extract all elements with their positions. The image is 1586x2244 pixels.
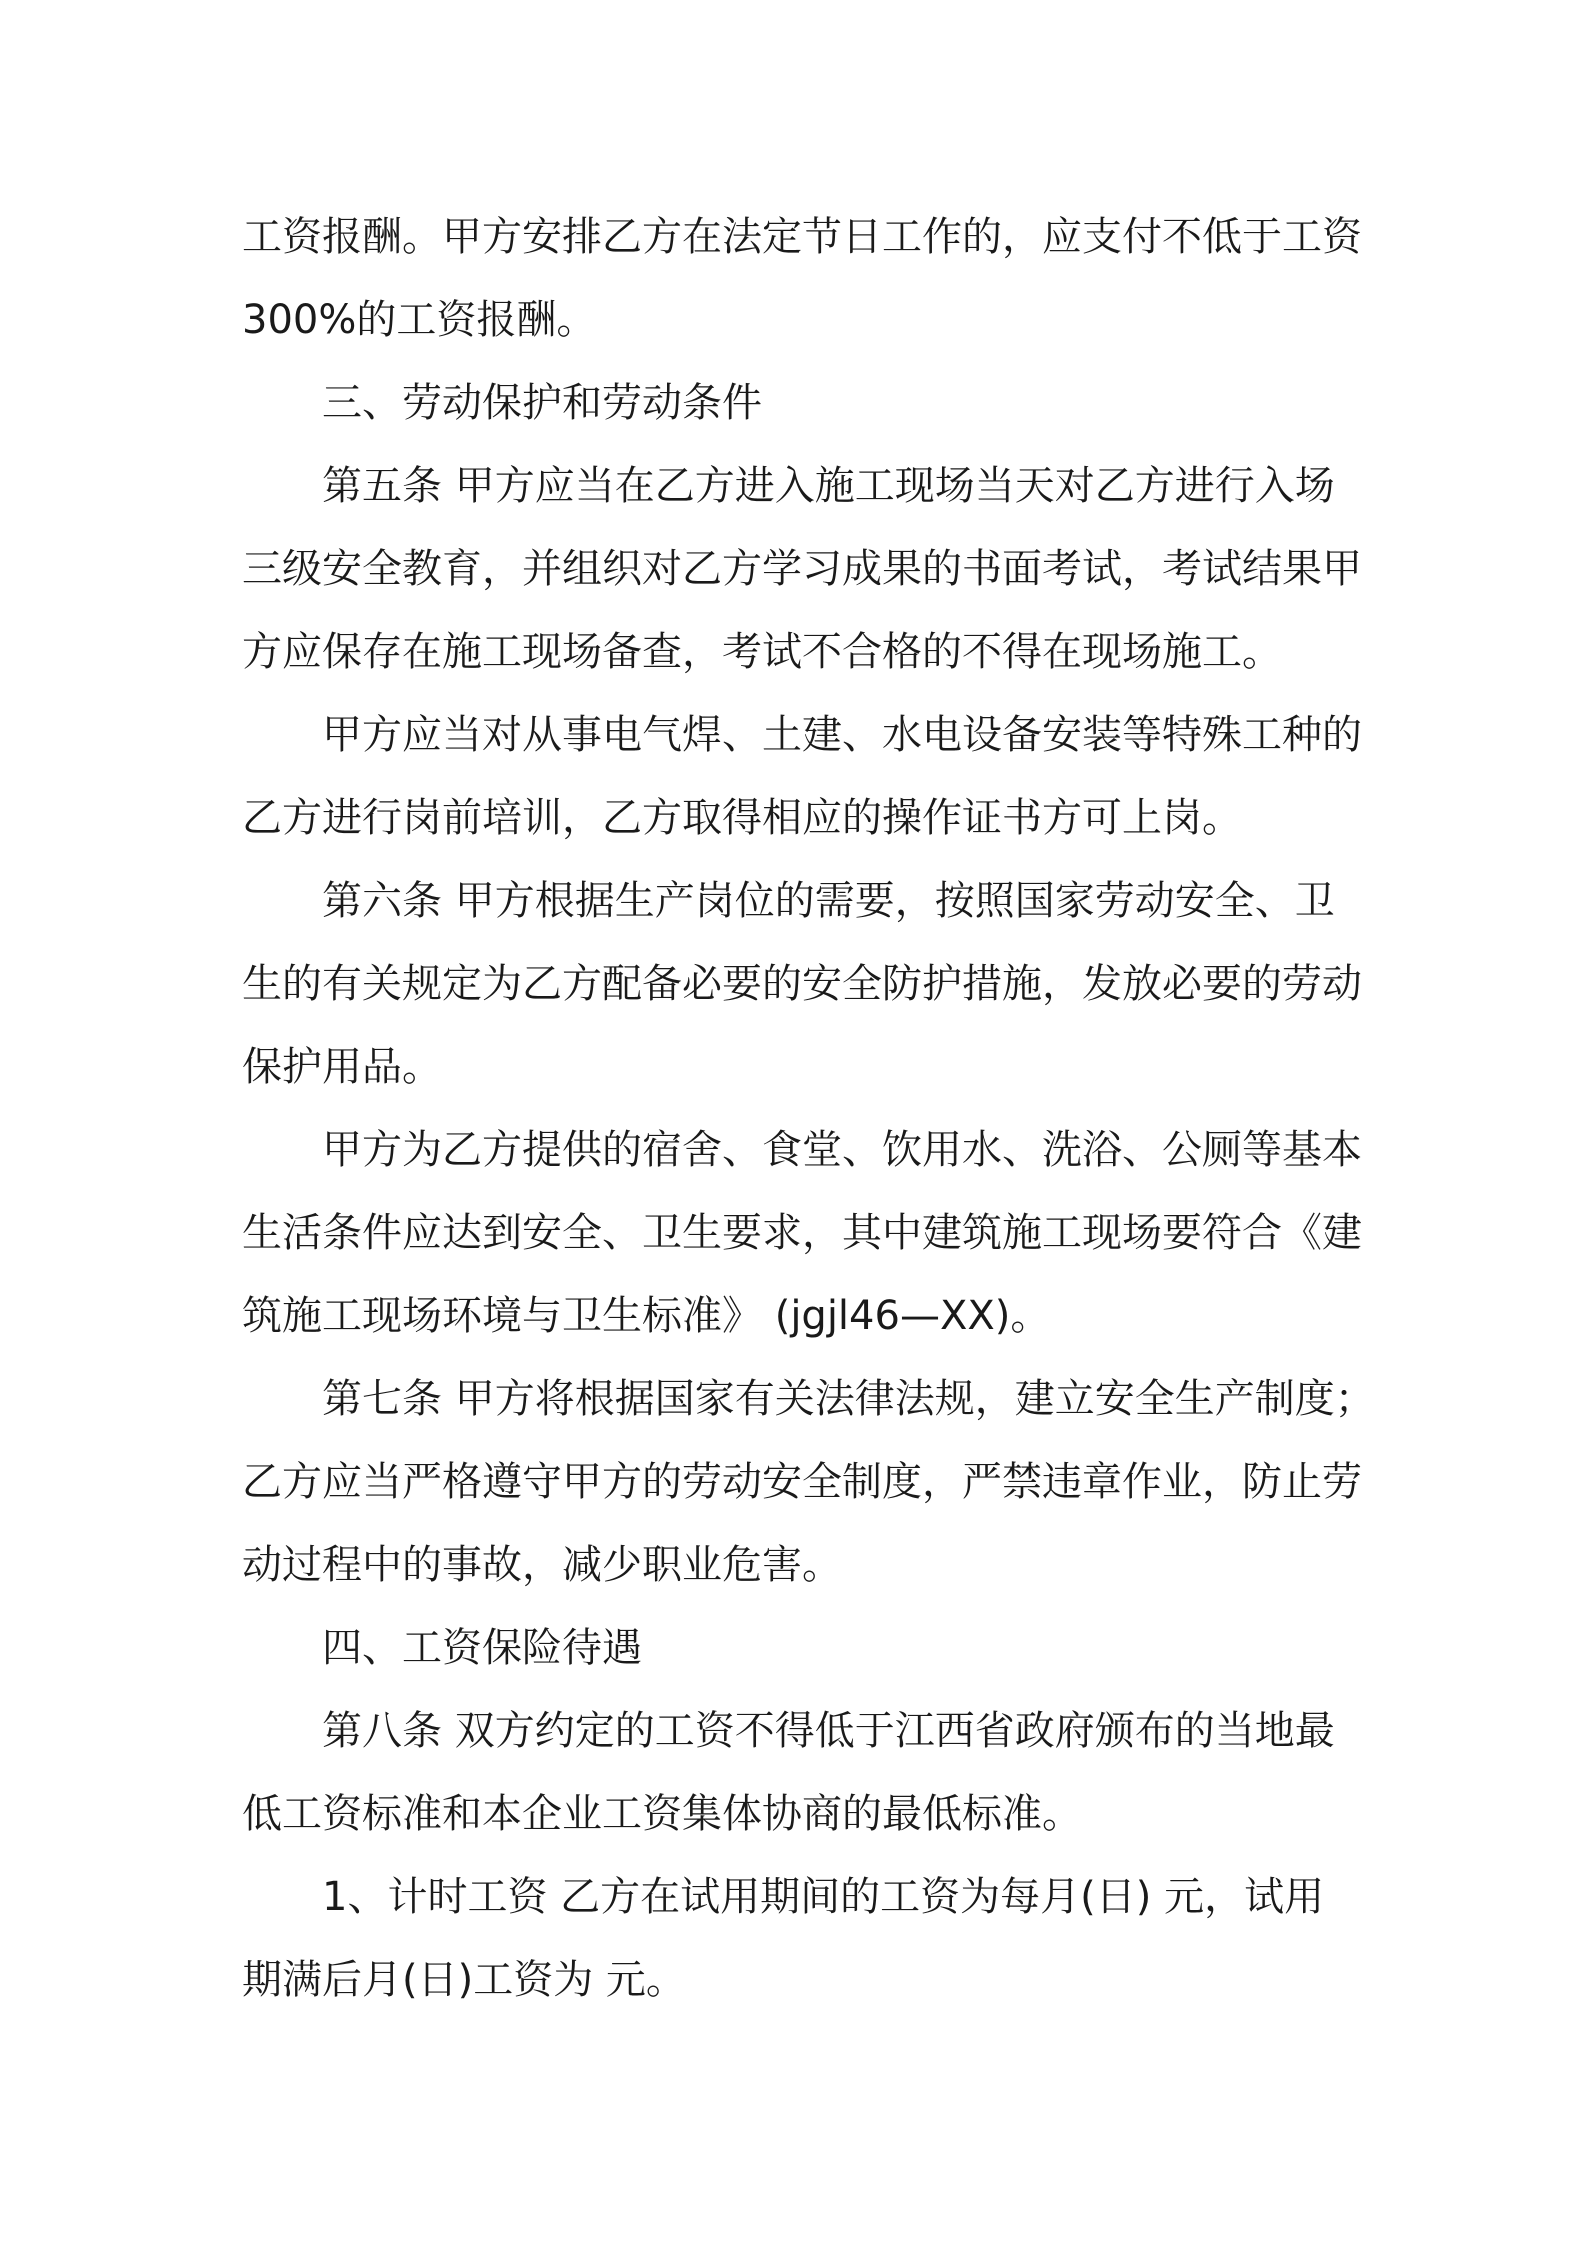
text-line: 期满后月(日)工资为 元。: [242, 1957, 686, 2003]
text-line: 工资报酬。甲方安排乙方在法定节日工作的，应支付不低于工资: [242, 214, 1362, 260]
text-line: 低工资标准和本企业工资集体协商的最低标准。: [242, 1791, 1082, 1837]
section-heading: 四、工资保险待遇: [322, 1625, 642, 1671]
text-line: 乙方进行岗前培训，乙方取得相应的操作证书方可上岗。: [242, 795, 1242, 841]
article-line: 第七条 甲方将根据国家有关法律法规，建立安全生产制度；: [322, 1376, 1375, 1422]
paragraph-start: 1、计时工资 乙方在试用期间的工资为每月(日) 元，试用: [322, 1874, 1325, 1920]
text-line: 保护用品。: [242, 1044, 442, 1090]
text-line: 动过程中的事故，减少职业危害。: [242, 1542, 842, 1588]
text-line: 筑施工现场环境与卫生标准》 (jgjl46—XX)。: [242, 1293, 1051, 1339]
article-line: 第五条 甲方应当在乙方进入施工现场当天对乙方进行入场: [322, 463, 1335, 509]
section-heading: 三、劳动保护和劳动条件: [322, 380, 762, 426]
article-line: 第八条 双方约定的工资不得低于江西省政府颁布的当地最: [322, 1708, 1335, 1754]
text-line: 三级安全教育，并组织对乙方学习成果的书面考试，考试结果甲: [242, 546, 1362, 592]
text-line: 生的有关规定为乙方配备必要的安全防护措施，发放必要的劳动: [242, 961, 1362, 1007]
text-line: 生活条件应达到安全、卫生要求，其中建筑施工现场要符合《建: [242, 1210, 1362, 1256]
article-line: 第六条 甲方根据生产岗位的需要，按照国家劳动安全、卫: [322, 878, 1335, 924]
paragraph-start: 甲方应当对从事电气焊、土建、水电设备安装等特殊工种的: [322, 712, 1362, 758]
text-line: 方应保存在施工现场备查，考试不合格的不得在现场施工。: [242, 629, 1282, 675]
document-body: [242, 196, 1375, 2022]
text-line: 乙方应当严格遵守甲方的劳动安全制度，严禁违章作业，防止劳: [242, 1459, 1362, 1505]
paragraph-start: 甲方为乙方提供的宿舍、食堂、饮用水、洗浴、公厕等基本: [322, 1127, 1362, 1173]
text-line: 300%的工资报酬。: [242, 297, 597, 343]
